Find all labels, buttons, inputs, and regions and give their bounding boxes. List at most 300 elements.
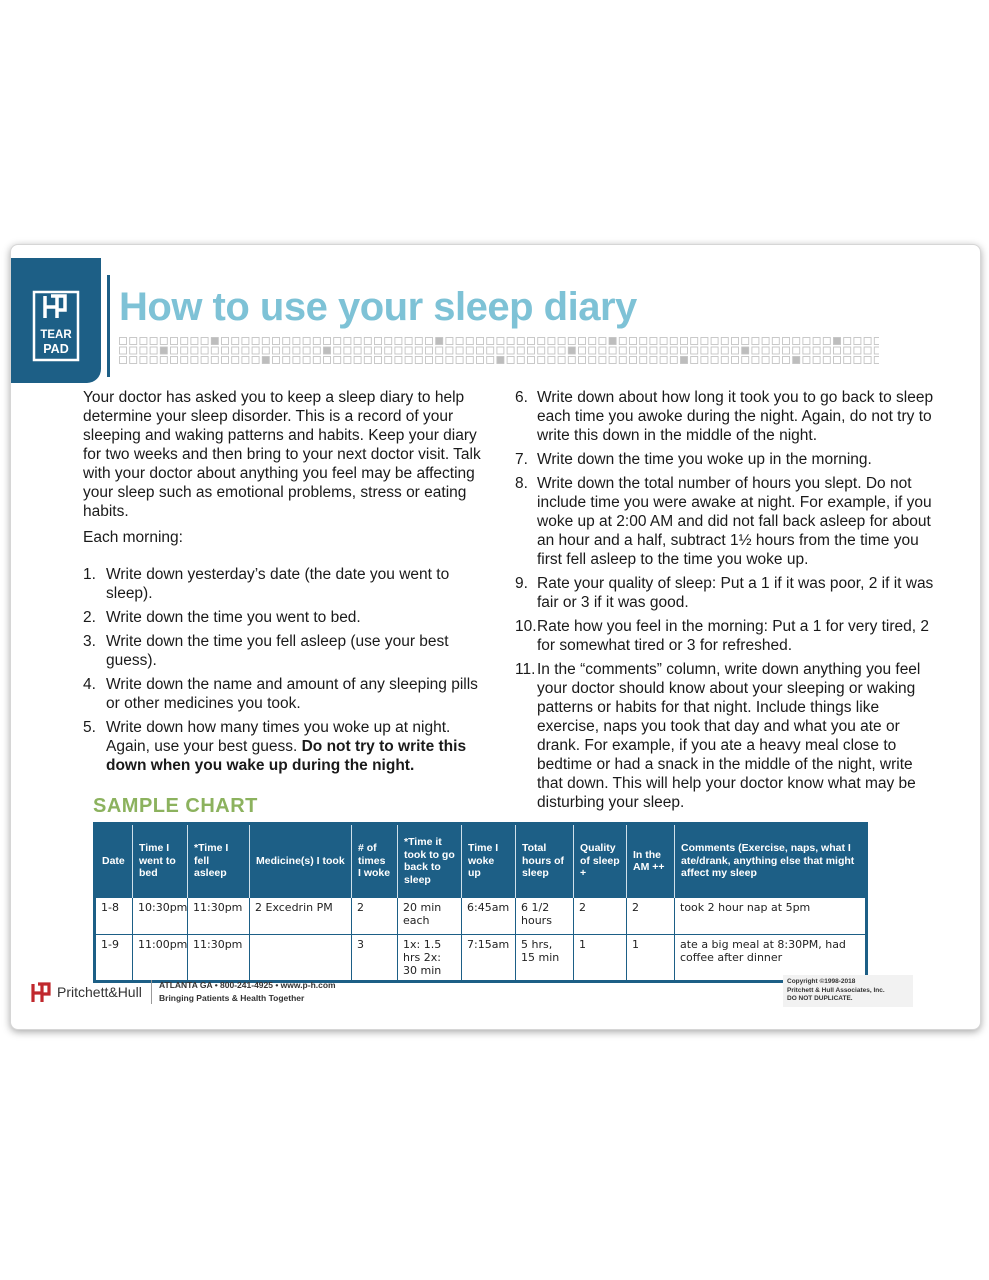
- dot-square: [364, 338, 371, 345]
- dot-square: [783, 347, 790, 354]
- dot-square: [171, 347, 178, 354]
- dot-square: [660, 357, 667, 364]
- each-morning-label: Each morning:: [83, 529, 183, 546]
- dot-square: [538, 357, 545, 364]
- step-number: 7.: [515, 451, 528, 468]
- dot-square: [150, 338, 157, 345]
- dot-square: [864, 347, 871, 354]
- dot-square: [150, 357, 157, 364]
- dot-square: [446, 338, 453, 345]
- dot-square: [507, 347, 514, 354]
- table-cell: ate a big meal at 8:30PM, had coffee after dinner: [675, 935, 867, 982]
- table-cell: 1x: 1.5 hrs 2x: 30 min: [398, 935, 462, 982]
- dot-square: [528, 357, 535, 364]
- dot-square: [548, 338, 555, 345]
- dot-square: [354, 338, 361, 345]
- table-cell: 11:00pm: [133, 935, 188, 982]
- dot-square: [721, 338, 728, 345]
- dot-square: [313, 357, 320, 364]
- step-text: Write down how many times you woke up at night. Again, use your best guess.: [106, 719, 451, 755]
- tear-pad-logo-icon: [31, 290, 81, 362]
- dot-square: [466, 357, 473, 364]
- dot-square: [823, 357, 830, 364]
- copyright-line-1: Copyright ©1998-2018: [787, 978, 856, 985]
- dot-square: [181, 347, 188, 354]
- dot-square: [405, 357, 412, 364]
- table-cell: 2: [627, 898, 675, 935]
- dot-square: [201, 357, 208, 364]
- dot-square: [844, 338, 851, 345]
- step-text: Rate your quality of sleep: Put a 1 if it was poor, 2 if it was fair or 3 if it was good.: [537, 575, 934, 611]
- dot-square: [630, 347, 637, 354]
- title-divider: [107, 275, 110, 377]
- dot-square: [742, 347, 749, 354]
- dot-square: [477, 357, 484, 364]
- dot-square: [487, 338, 494, 345]
- step-number: 1.: [83, 566, 96, 583]
- table-cell: took 2 hour nap at 5pm: [675, 898, 867, 935]
- dot-square: [293, 347, 300, 354]
- steps-list-left: [83, 565, 483, 713]
- dot-square: [191, 347, 198, 354]
- table-cell: 3: [352, 935, 398, 982]
- table-row: [95, 935, 867, 982]
- column-header: Date: [95, 824, 133, 898]
- dot-square: [293, 338, 300, 345]
- dot-square: [456, 338, 463, 345]
- dot-square: [762, 357, 769, 364]
- dot-square: [752, 338, 759, 345]
- dot-square: [517, 338, 524, 345]
- dot-square: [568, 347, 575, 354]
- copyright-line-2: Pritchett & Hull Associates, Inc.: [787, 986, 885, 994]
- dot-square: [589, 347, 596, 354]
- dot-square: [140, 347, 147, 354]
- dot-square: [436, 338, 443, 345]
- table-cell: [250, 935, 352, 982]
- table-cell: 6:45am: [462, 898, 516, 935]
- step-item: [83, 632, 483, 670]
- dot-square: [742, 338, 749, 345]
- dot-square: [538, 347, 545, 354]
- dot-square: [772, 338, 779, 345]
- step-text: Write down about how long it took you to go back to sleep each time you awoke during the night. Again, do not try to write this down in the middle of the night.: [537, 389, 934, 444]
- table-cell: 5 hrs, 15 min: [516, 935, 574, 982]
- column-header: *Time I fell asleep: [188, 824, 250, 898]
- dot-square: [579, 338, 586, 345]
- sample-chart-heading: SAMPLE CHART: [93, 795, 258, 817]
- dot-square: [783, 357, 790, 364]
- table-cell: 2: [574, 898, 627, 935]
- table-cell: 11:30pm: [188, 898, 250, 935]
- step-item: [515, 574, 935, 612]
- dot-square: [762, 338, 769, 345]
- dot-square: [579, 347, 586, 354]
- step-item: [83, 675, 483, 713]
- logo-tear: TEAR: [40, 329, 72, 341]
- dot-square: [477, 347, 484, 354]
- dot-square: [262, 338, 269, 345]
- table-cell: 2 Excedrin PM: [250, 898, 352, 935]
- table-cell: 1-8: [95, 898, 133, 935]
- dot-square: [793, 338, 800, 345]
- step-item: [515, 474, 935, 569]
- dot-square: [201, 338, 208, 345]
- dot-square: [313, 347, 320, 354]
- dot-square: [609, 338, 616, 345]
- dot-square: [711, 338, 718, 345]
- dot-square: [211, 347, 218, 354]
- dot-square: [436, 357, 443, 364]
- dot-square: [303, 338, 310, 345]
- dot-grid: [119, 337, 879, 365]
- sample-chart-table: [93, 822, 868, 983]
- dot-square: [834, 357, 841, 364]
- table-cell: 2: [352, 898, 398, 935]
- dot-square: [772, 347, 779, 354]
- dot-square: [191, 357, 198, 364]
- dot-square: [721, 357, 728, 364]
- dot-square: [415, 357, 422, 364]
- step-item: [515, 388, 935, 445]
- dot-square: [344, 357, 351, 364]
- dot-square: [160, 338, 167, 345]
- dot-square: [732, 338, 739, 345]
- dot-square: [589, 338, 596, 345]
- step-item: [515, 617, 935, 655]
- step-number: 8.: [515, 475, 528, 492]
- dot-square: [762, 347, 769, 354]
- dot-square: [823, 347, 830, 354]
- dot-square: [385, 338, 392, 345]
- footer-tagline: Bringing Patients & Health Together: [159, 993, 305, 1003]
- dot-square: [844, 347, 851, 354]
- dot-square: [701, 338, 708, 345]
- dot-square: [528, 347, 535, 354]
- dot-square: [558, 357, 565, 364]
- dot-square: [497, 347, 504, 354]
- dot-square: [150, 347, 157, 354]
- dot-square: [834, 338, 841, 345]
- copyright-notice: [783, 975, 913, 1007]
- table-cell: 7:15am: [462, 935, 516, 982]
- dot-square: [834, 347, 841, 354]
- dot-square: [375, 357, 382, 364]
- dot-square: [732, 357, 739, 364]
- step-number: 11.: [515, 661, 536, 678]
- dot-square: [303, 357, 310, 364]
- dot-square: [670, 357, 677, 364]
- dot-square: [803, 338, 810, 345]
- dot-square: [619, 338, 626, 345]
- dot-square: [130, 347, 137, 354]
- dot-square: [303, 347, 310, 354]
- dot-square: [650, 357, 657, 364]
- dot-square: [466, 338, 473, 345]
- dot-square: [640, 347, 647, 354]
- dot-square: [691, 357, 698, 364]
- dot-square: [497, 338, 504, 345]
- step-number: 5.: [83, 719, 96, 736]
- dot-square: [436, 347, 443, 354]
- footer-divider: [151, 980, 152, 1004]
- dot-square: [415, 338, 422, 345]
- step-text: In the “comments” column, write down anything you feel your doctor should know about your sleeping or waking patterns or habits for that night. Include things like exercise, naps you took that day and what you ate or drank. For example, if you ate a heavy meal close to bedtime or had a snack in the middle of the night, write that down. This will help your doctor know what may be disturbing your sleep.: [537, 661, 921, 811]
- dot-square: [395, 338, 402, 345]
- dot-square: [252, 347, 259, 354]
- dot-square: [497, 357, 504, 364]
- dot-square: [222, 338, 229, 345]
- dot-square: [619, 357, 626, 364]
- dot-square: [772, 357, 779, 364]
- dot-square: [283, 347, 290, 354]
- dot-square: [140, 357, 147, 364]
- table-row: [95, 898, 867, 935]
- step-text: Write down the time you woke up in the morning.: [537, 451, 872, 468]
- dot-square: [477, 338, 484, 345]
- dot-square: [691, 338, 698, 345]
- dot-square: [670, 338, 677, 345]
- step-item: [83, 608, 483, 627]
- tear-pad-badge: [11, 258, 101, 383]
- dot-square: [599, 347, 606, 354]
- table-cell: 1: [627, 935, 675, 982]
- dot-square: [252, 357, 259, 364]
- dot-square: [681, 338, 688, 345]
- dot-square: [732, 347, 739, 354]
- dot-square: [568, 357, 575, 364]
- dot-square: [874, 338, 879, 345]
- dot-square: [783, 338, 790, 345]
- dot-square: [711, 357, 718, 364]
- step-text: Write down the total number of hours you slept. Do not include time you were awake at night. For example, if you woke up at 2:00 AM and did not fall back asleep for about an hour and a half, subtract 1½ hours from the time you first fell asleep to the time you woke up.: [537, 475, 932, 568]
- dot-square: [160, 357, 167, 364]
- step-item: [83, 718, 483, 775]
- dot-square: [803, 357, 810, 364]
- dot-square: [324, 338, 331, 345]
- dot-square: [864, 338, 871, 345]
- dot-square: [273, 338, 280, 345]
- dot-square: [640, 338, 647, 345]
- dot-square: [130, 357, 137, 364]
- dot-square: [548, 357, 555, 364]
- steps-list-right: [515, 388, 935, 812]
- page-title: How to use your sleep diary: [119, 285, 637, 329]
- dot-square: [171, 357, 178, 364]
- dot-square: [874, 357, 879, 364]
- dot-square: [446, 347, 453, 354]
- dot-square: [130, 338, 137, 345]
- dot-square: [721, 347, 728, 354]
- dot-square: [701, 347, 708, 354]
- dot-square: [813, 338, 820, 345]
- dot-square: [691, 347, 698, 354]
- dot-square: [354, 347, 361, 354]
- dot-square: [324, 357, 331, 364]
- dot-square: [211, 338, 218, 345]
- dot-square: [385, 347, 392, 354]
- step-item: [83, 565, 483, 603]
- step-number: 2.: [83, 609, 96, 626]
- dot-square: [517, 357, 524, 364]
- dot-square: [405, 338, 412, 345]
- step-text: Write down the time you fell asleep (use your best guess).: [106, 633, 449, 669]
- column-header: Comments (Exercise, naps, what I ate/drank, anything else that might affect my sleep: [675, 824, 867, 898]
- step-text: Write down the name and amount of any sleeping pills or other medicines you took.: [106, 676, 478, 712]
- dot-square: [793, 347, 800, 354]
- dot-square: [813, 357, 820, 364]
- dot-square: [415, 347, 422, 354]
- intro-paragraph: Your doctor has asked you to keep a sleep diary to help determine your sleep disorder. This is a record of your sleeping and waking patterns and habits. Keep your diary for two weeks and then bring to your next doctor visit. Talk with your doctor about anything you feel may be affecting your sleep such as emotional problems, stress or eating habits.: [83, 389, 481, 520]
- logo-pad: PAD: [43, 342, 69, 356]
- dot-square: [364, 347, 371, 354]
- dot-square: [813, 347, 820, 354]
- column-header: Medicine(s) I took: [250, 824, 352, 898]
- dot-square: [283, 338, 290, 345]
- column-header: *Time it took to go back to sleep: [398, 824, 462, 898]
- dot-square: [568, 338, 575, 345]
- dot-square: [242, 347, 249, 354]
- table-cell: 1: [574, 935, 627, 982]
- dot-square: [823, 338, 830, 345]
- dot-square: [466, 347, 473, 354]
- dot-square: [579, 357, 586, 364]
- dot-square: [252, 338, 259, 345]
- decorative-dot-pattern: [119, 337, 879, 365]
- dot-square: [528, 338, 535, 345]
- step-number: 10.: [515, 618, 537, 635]
- dot-square: [681, 347, 688, 354]
- dot-square: [446, 357, 453, 364]
- dot-square: [507, 338, 514, 345]
- dot-square: [507, 357, 514, 364]
- step-text: Write down yesterday’s date (the date you went to sleep).: [106, 566, 450, 602]
- dot-square: [181, 338, 188, 345]
- dot-square: [334, 357, 341, 364]
- tear-pad-card: [10, 244, 981, 1030]
- dot-square: [232, 357, 239, 364]
- dot-square: [232, 338, 239, 345]
- dot-square: [609, 347, 616, 354]
- dot-square: [242, 357, 249, 364]
- dot-square: [874, 347, 879, 354]
- dot-square: [171, 338, 178, 345]
- dot-square: [120, 357, 127, 364]
- steps-list-left-5: [83, 718, 483, 775]
- dot-square: [222, 347, 229, 354]
- dot-square: [364, 357, 371, 364]
- dot-square: [701, 357, 708, 364]
- dot-square: [334, 347, 341, 354]
- dot-square: [752, 347, 759, 354]
- step-number: 6.: [515, 389, 528, 406]
- dot-square: [181, 357, 188, 364]
- dot-square: [599, 338, 606, 345]
- dot-square: [630, 338, 637, 345]
- pritchett-hull-logo-icon: [29, 981, 53, 1005]
- step-number: 9.: [515, 575, 528, 592]
- dot-square: [395, 347, 402, 354]
- dot-square: [334, 338, 341, 345]
- dot-square: [793, 357, 800, 364]
- dot-square: [426, 347, 433, 354]
- dot-square: [395, 357, 402, 364]
- dot-square: [670, 347, 677, 354]
- step-number: 4.: [83, 676, 96, 693]
- dot-square: [201, 347, 208, 354]
- dot-square: [211, 357, 218, 364]
- dot-square: [854, 347, 861, 354]
- dot-square: [599, 357, 606, 364]
- dot-square: [650, 338, 657, 345]
- dot-square: [487, 347, 494, 354]
- step-bold-warning: Do not try to write this down when you wake up during the night.: [106, 738, 467, 774]
- dot-square: [487, 357, 494, 364]
- dot-square: [273, 357, 280, 364]
- dot-square: [426, 338, 433, 345]
- table-cell: 20 min each: [398, 898, 462, 935]
- dot-square: [517, 347, 524, 354]
- column-header: In the AM ++: [627, 824, 675, 898]
- step-item: [515, 450, 935, 469]
- dot-square: [660, 338, 667, 345]
- dot-square: [589, 357, 596, 364]
- footer-brand: Pritchett&Hull: [57, 984, 142, 1000]
- dot-square: [752, 357, 759, 364]
- dot-square: [354, 357, 361, 364]
- dot-square: [619, 347, 626, 354]
- table-cell: 10:30pm: [133, 898, 188, 935]
- dot-square: [120, 338, 127, 345]
- dot-square: [803, 347, 810, 354]
- dot-square: [262, 347, 269, 354]
- dot-square: [711, 347, 718, 354]
- step-text: Write down the time you went to bed.: [106, 609, 361, 626]
- dot-square: [120, 347, 127, 354]
- column-header: Time I woke up: [462, 824, 516, 898]
- dot-square: [283, 357, 290, 364]
- table-cell: 6 1/2 hours: [516, 898, 574, 935]
- dot-square: [854, 338, 861, 345]
- copyright-line-3: DO NOT DUPLICATE.: [787, 995, 853, 1002]
- dot-square: [426, 357, 433, 364]
- dot-square: [375, 338, 382, 345]
- dot-square: [140, 338, 147, 345]
- dot-square: [742, 357, 749, 364]
- dot-square: [242, 338, 249, 345]
- step-number: 3.: [83, 633, 96, 650]
- column-header: Quality of sleep +: [574, 824, 627, 898]
- column-header: Total hours of sleep: [516, 824, 574, 898]
- dot-square: [293, 357, 300, 364]
- dot-square: [160, 347, 167, 354]
- table-header-row: [95, 824, 867, 898]
- dot-square: [222, 357, 229, 364]
- dot-square: [538, 338, 545, 345]
- dot-square: [405, 347, 412, 354]
- column-header: # of times I woke: [352, 824, 398, 898]
- dot-square: [630, 357, 637, 364]
- column-header: Time I went to bed: [133, 824, 188, 898]
- dot-square: [232, 347, 239, 354]
- footer-contact: [159, 979, 336, 1005]
- dot-square: [456, 347, 463, 354]
- table-cell: 11:30pm: [188, 935, 250, 982]
- dot-square: [191, 338, 198, 345]
- step-item: [515, 660, 935, 812]
- dot-square: [660, 347, 667, 354]
- dot-square: [609, 357, 616, 364]
